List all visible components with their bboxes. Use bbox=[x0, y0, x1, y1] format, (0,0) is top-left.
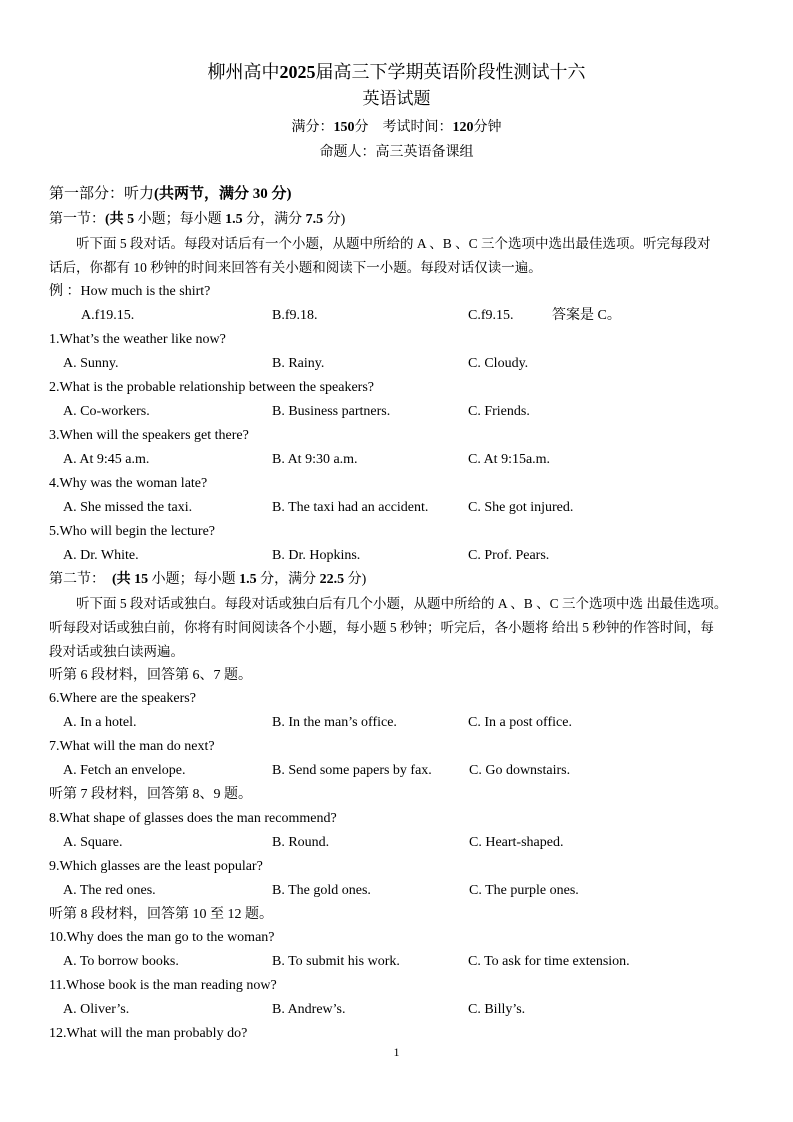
title-suffix: 届高三下学期英语阶段性测试十六 bbox=[315, 62, 586, 82]
exam-title bbox=[0, 60, 793, 84]
section1-h7: 分) bbox=[323, 212, 346, 227]
option-a: A. To borrow books. bbox=[63, 954, 179, 969]
question-stem: 3.When will the speakers get there? bbox=[49, 428, 249, 443]
score-time-line bbox=[0, 119, 793, 137]
question-stem: 8.What shape of glasses does the man recommend? bbox=[49, 811, 337, 826]
part1-heading bbox=[49, 185, 292, 203]
section2-h3: 小题；每小题 bbox=[148, 572, 240, 587]
time-label: 考试时间： bbox=[382, 120, 453, 135]
question-stem: 9.Which glasses are the least popular? bbox=[49, 859, 263, 874]
section2-lead: 第二节： bbox=[49, 572, 105, 587]
option-a: A. Oliver’s. bbox=[63, 1002, 130, 1017]
option-a: A. Sunny. bbox=[63, 356, 119, 371]
example-option-b: B.f9.18. bbox=[272, 308, 318, 323]
time-value: 120 bbox=[452, 120, 474, 135]
section2-h1: (共 bbox=[112, 572, 135, 587]
option-c: C. In a post office. bbox=[468, 715, 572, 730]
title-year: 2025 bbox=[279, 62, 316, 82]
option-a: A. Square. bbox=[63, 835, 123, 850]
option-b: B. The gold ones. bbox=[272, 883, 371, 898]
question-stem: 4.Why was the woman late? bbox=[49, 476, 208, 491]
option-a: A. She missed the taxi. bbox=[63, 500, 193, 515]
option-c: C. To ask for time extension. bbox=[468, 954, 630, 969]
section1-h6: 7.5 bbox=[305, 212, 324, 227]
question-stem: 5.Who will begin the lecture? bbox=[49, 524, 215, 539]
title-prefix: 柳州高中 bbox=[207, 62, 280, 82]
example-option-c: C.f9.15. bbox=[468, 308, 514, 323]
option-c: C. Cloudy. bbox=[468, 356, 529, 371]
option-a: A. Dr. White. bbox=[63, 548, 139, 563]
question-stem: 10.Why does the man go to the woman? bbox=[49, 930, 275, 945]
section2-instruction-1: 听下面 5 段对话或独白。每段对话或独白后有几个小题，从题中所给的 A 、B 、C 三个选项中选 出最佳选项。 bbox=[76, 596, 728, 611]
material-note-6: 听第 6 段材料，回答第 6、7 题。 bbox=[49, 668, 252, 683]
option-a: A. The red ones. bbox=[63, 883, 156, 898]
question-stem: 1.What’s the weather like now? bbox=[49, 332, 226, 347]
example-answer: 答案是 C。 bbox=[552, 308, 621, 323]
option-b: B. The taxi had an accident. bbox=[272, 500, 429, 515]
exam-subtitle: 英语试题 bbox=[362, 89, 431, 108]
option-b: B. Business partners. bbox=[272, 404, 391, 419]
option-b: B. Rainy. bbox=[272, 356, 325, 371]
section1-h1: (共 bbox=[105, 212, 128, 227]
example-option-a: A.f19.15. bbox=[81, 308, 135, 323]
option-c: C. At 9:15a.m. bbox=[468, 452, 551, 467]
option-b: B. At 9:30 a.m. bbox=[272, 452, 358, 467]
section1-h5: 分，满分 bbox=[242, 212, 306, 227]
section1-lead: 第一节： bbox=[49, 212, 105, 227]
option-b: B. Dr. Hopkins. bbox=[272, 548, 361, 563]
section2-h2: 15 bbox=[134, 572, 149, 587]
question-stem: 6.Where are the speakers? bbox=[49, 691, 196, 706]
material-note-7: 听第 7 段材料，回答第 8、9 题。 bbox=[49, 787, 252, 802]
option-a: A. Fetch an envelope. bbox=[63, 763, 186, 778]
section1-h3: 小题；每小题 bbox=[134, 212, 226, 227]
part1-heading-a: 第一部分：听力 bbox=[49, 186, 155, 202]
option-a: A. At 9:45 a.m. bbox=[63, 452, 150, 467]
option-b: B. Send some papers by fax. bbox=[272, 763, 432, 778]
section2-instruction-3: 段对话或独白读两遍。 bbox=[49, 644, 184, 659]
question-stem: 2.What is the probable relationship between the speakers? bbox=[49, 380, 374, 395]
option-c: C. The purple ones. bbox=[469, 883, 579, 898]
section2-h6: 22.5 bbox=[319, 572, 345, 587]
question-stem: 12.What will the man probably do? bbox=[49, 1026, 248, 1041]
page-number: 1 bbox=[393, 1045, 400, 1059]
option-b: B. To submit his work. bbox=[272, 954, 400, 969]
score-value: 150 bbox=[333, 120, 355, 135]
section2-instruction-2: 听每段对话或独白前，你将有时间阅读各个小题，每小题 5 秒钟；听完后，各小题将 给出 5 秒钟的作答时间，每 bbox=[49, 620, 714, 635]
section1-heading bbox=[49, 211, 345, 229]
section2-h7: 分) bbox=[344, 572, 367, 587]
section1-instruction-2: 话后，你都有 10 秒钟的时间来回答有关小题和阅读下一小题。每段对话仅读一遍。 bbox=[49, 260, 542, 275]
option-c: C. Prof. Pears. bbox=[468, 548, 550, 563]
example-prompt: 例 ：How much is the shirt? bbox=[49, 284, 211, 299]
option-c: C. Heart-shaped. bbox=[469, 835, 564, 850]
option-c: C. Billy’s. bbox=[468, 1002, 526, 1017]
section1-h2: 5 bbox=[127, 212, 135, 227]
question-stem: 11.Whose book is the man reading now? bbox=[49, 978, 277, 993]
author-line: 命题人：高三英语备课组 bbox=[319, 145, 474, 160]
option-b: B. Round. bbox=[272, 835, 330, 850]
section2-heading bbox=[49, 571, 366, 589]
option-b: B. In the man’s office. bbox=[272, 715, 397, 730]
section1-h4: 1.5 bbox=[225, 212, 243, 227]
score-label: 满分： bbox=[291, 120, 334, 135]
option-c: C. Friends. bbox=[468, 404, 530, 419]
question-stem: 7.What will the man do next? bbox=[49, 739, 215, 754]
section2-h5: 分，满分 bbox=[256, 572, 320, 587]
section2-h4: 1.5 bbox=[239, 572, 257, 587]
material-note-8: 听第 8 段材料，回答第 10 至 12 题。 bbox=[49, 907, 273, 922]
option-b: B. Andrew’s. bbox=[272, 1002, 346, 1017]
option-a: A. Co-workers. bbox=[63, 404, 150, 419]
option-c: C. Go downstairs. bbox=[469, 763, 571, 778]
option-c: C. She got injured. bbox=[468, 500, 574, 515]
part1-heading-b: (共两节，满分 30 分) bbox=[154, 186, 292, 202]
time-unit: 分钟 bbox=[473, 120, 502, 135]
section1-instruction-1: 听下面 5 段对话。每段对话后有一个小题，从题中所给的 A 、B 、C 三个选项中选出最佳选项。听完每段对 bbox=[76, 236, 711, 251]
score-unit: 分 bbox=[354, 120, 369, 135]
option-a: A. In a hotel. bbox=[63, 715, 137, 730]
